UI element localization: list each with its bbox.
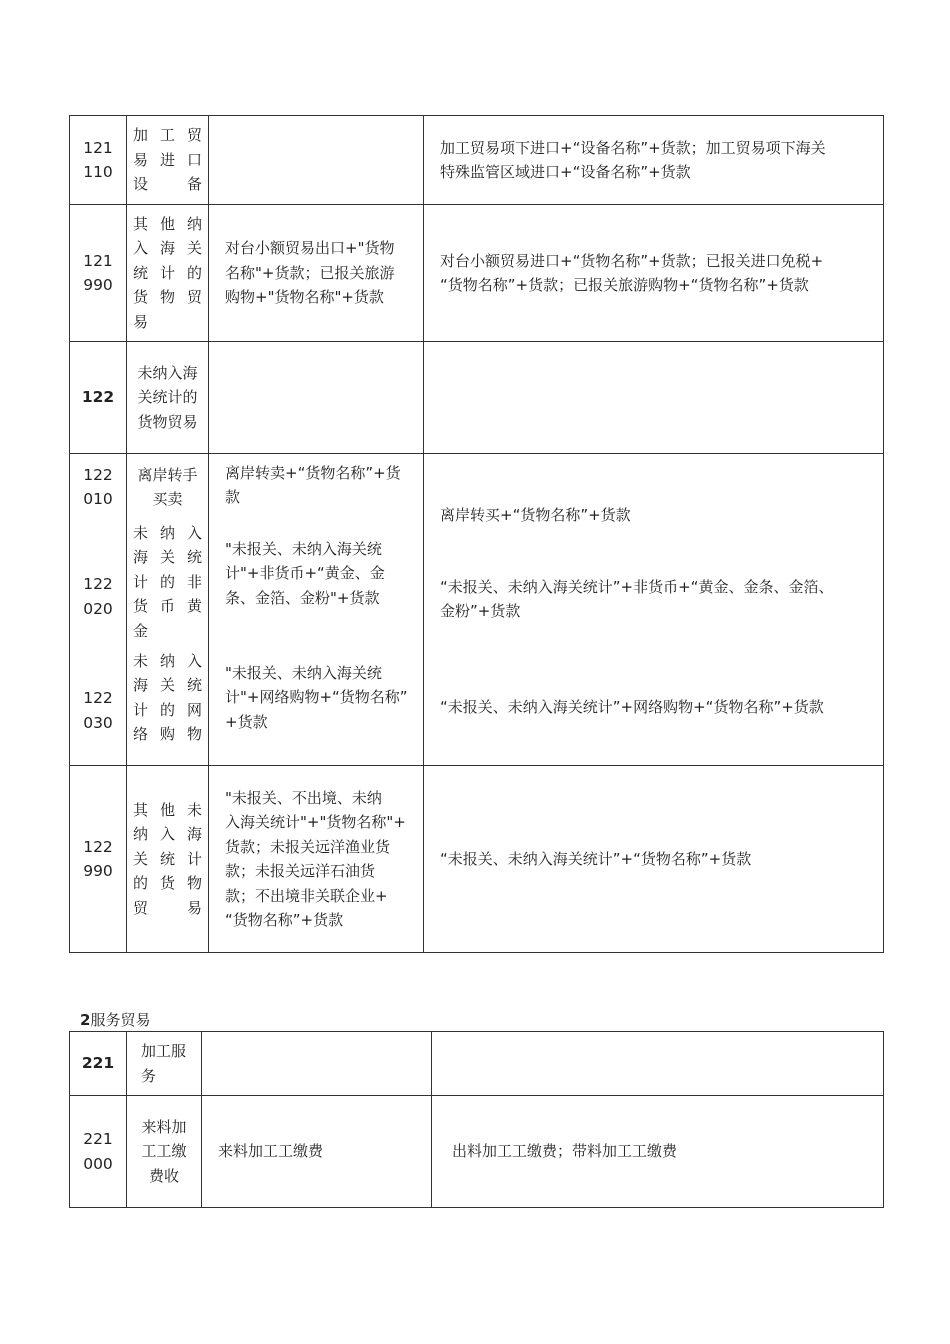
import-cell: “未报关、未纳入海关统计”+“货物名称”+货款 [424, 766, 884, 953]
sub-code: 122 010 [83, 465, 113, 508]
export-cell: 对台小额贸易出口+"货物 名称"+货款；已报关旅游 购物+"货物名称"+货款 [209, 205, 424, 342]
code-cell: 121 110 [70, 116, 127, 205]
import-cell: 对台小额贸易进口+“货物名称”+货款；已报关进口免税+ “货物名称”+货款；已报关旅游购物+“货物名称”+货款 [424, 205, 884, 342]
name-cell: 其他未 纳入海 关统计 的货物 贸易 [127, 766, 209, 953]
code-cell: 221 [70, 1032, 127, 1096]
import-cell [424, 454, 884, 766]
sub-import: “未报关、未纳入海关统计”+非货币+“黄金、金条、金箔、 金粉”+货款 [440, 577, 834, 620]
sub-name: 离岸转手 买卖 [137, 465, 198, 508]
sub-name: 未纳入 海关统 计的网 络购物 [133, 651, 202, 743]
table-row [70, 205, 884, 342]
sub-import: 离岸转买+“货物名称”+货款 [440, 505, 631, 524]
service-trade-table [69, 1031, 884, 1208]
import-cell [432, 1032, 884, 1096]
import-cell: 加工贸易项下进口+“设备名称”+货款；加工贸易项下海关 特殊监管区域进口+“设备名称”+货款 [424, 116, 884, 205]
section-heading [80, 1010, 150, 1030]
sub-export: 离岸转卖+“货物名称”+货 款 [225, 463, 401, 506]
sub-name: 未纳入 海关统 计的非 货币黄 金 [133, 523, 202, 640]
code-cell: 221 000 [70, 1096, 127, 1208]
export-cell [209, 342, 424, 454]
name-cell: 加工服 务 [127, 1032, 202, 1096]
sub-export: "未报关、未纳入海关统 计"+网络购物+“货物名称” +货款 [225, 663, 408, 731]
import-cell: 出料加工工缴费；带料加工工缴费 [432, 1096, 884, 1208]
code-cell: 122 990 [70, 766, 127, 953]
sub-code: 122 030 [83, 689, 113, 732]
table-row [70, 454, 884, 766]
name-cell [127, 454, 209, 766]
goods-trade-table [69, 115, 884, 953]
import-cell [424, 342, 884, 454]
sub-import: “未报关、未纳入海关统计”+网络购物+“货物名称”+货款 [440, 697, 824, 716]
table-row [70, 766, 884, 953]
table-row [70, 1032, 884, 1096]
code-cell: 122 [70, 342, 127, 454]
name-cell: 加工贸 易进口 设备 [127, 116, 209, 205]
section-title: 服务贸易 [90, 1011, 151, 1029]
sub-code: 122 020 [83, 575, 113, 618]
code-cell [70, 454, 127, 766]
export-cell: "未报关、不出境、未纳 入海关统计"+"货物名称"+ 货款；未报关远洋渔业货 款；未报关远洋石油货 款；不出境非关联企业+ “货物名称”+货款 [209, 766, 424, 953]
code-cell: 121 990 [70, 205, 127, 342]
name-cell: 来料加 工工缴 费收 [127, 1096, 202, 1208]
section-number: 2 [80, 1011, 91, 1029]
sub-export: "未报关、未纳入海关统 计"+非货币+“黄金、金 条、金箔、金粉"+货款 [225, 539, 385, 607]
table-row [70, 342, 884, 454]
name-cell: 其他纳 入海关 统计的 货物贸 易 [127, 205, 209, 342]
export-cell [209, 454, 424, 766]
table-row [70, 1096, 884, 1208]
export-cell: 来料加工工缴费 [202, 1096, 432, 1208]
table-row [70, 116, 884, 205]
export-cell [209, 116, 424, 205]
export-cell [202, 1032, 432, 1096]
name-cell: 未纳入海 关统计的 货物贸易 [127, 342, 209, 454]
